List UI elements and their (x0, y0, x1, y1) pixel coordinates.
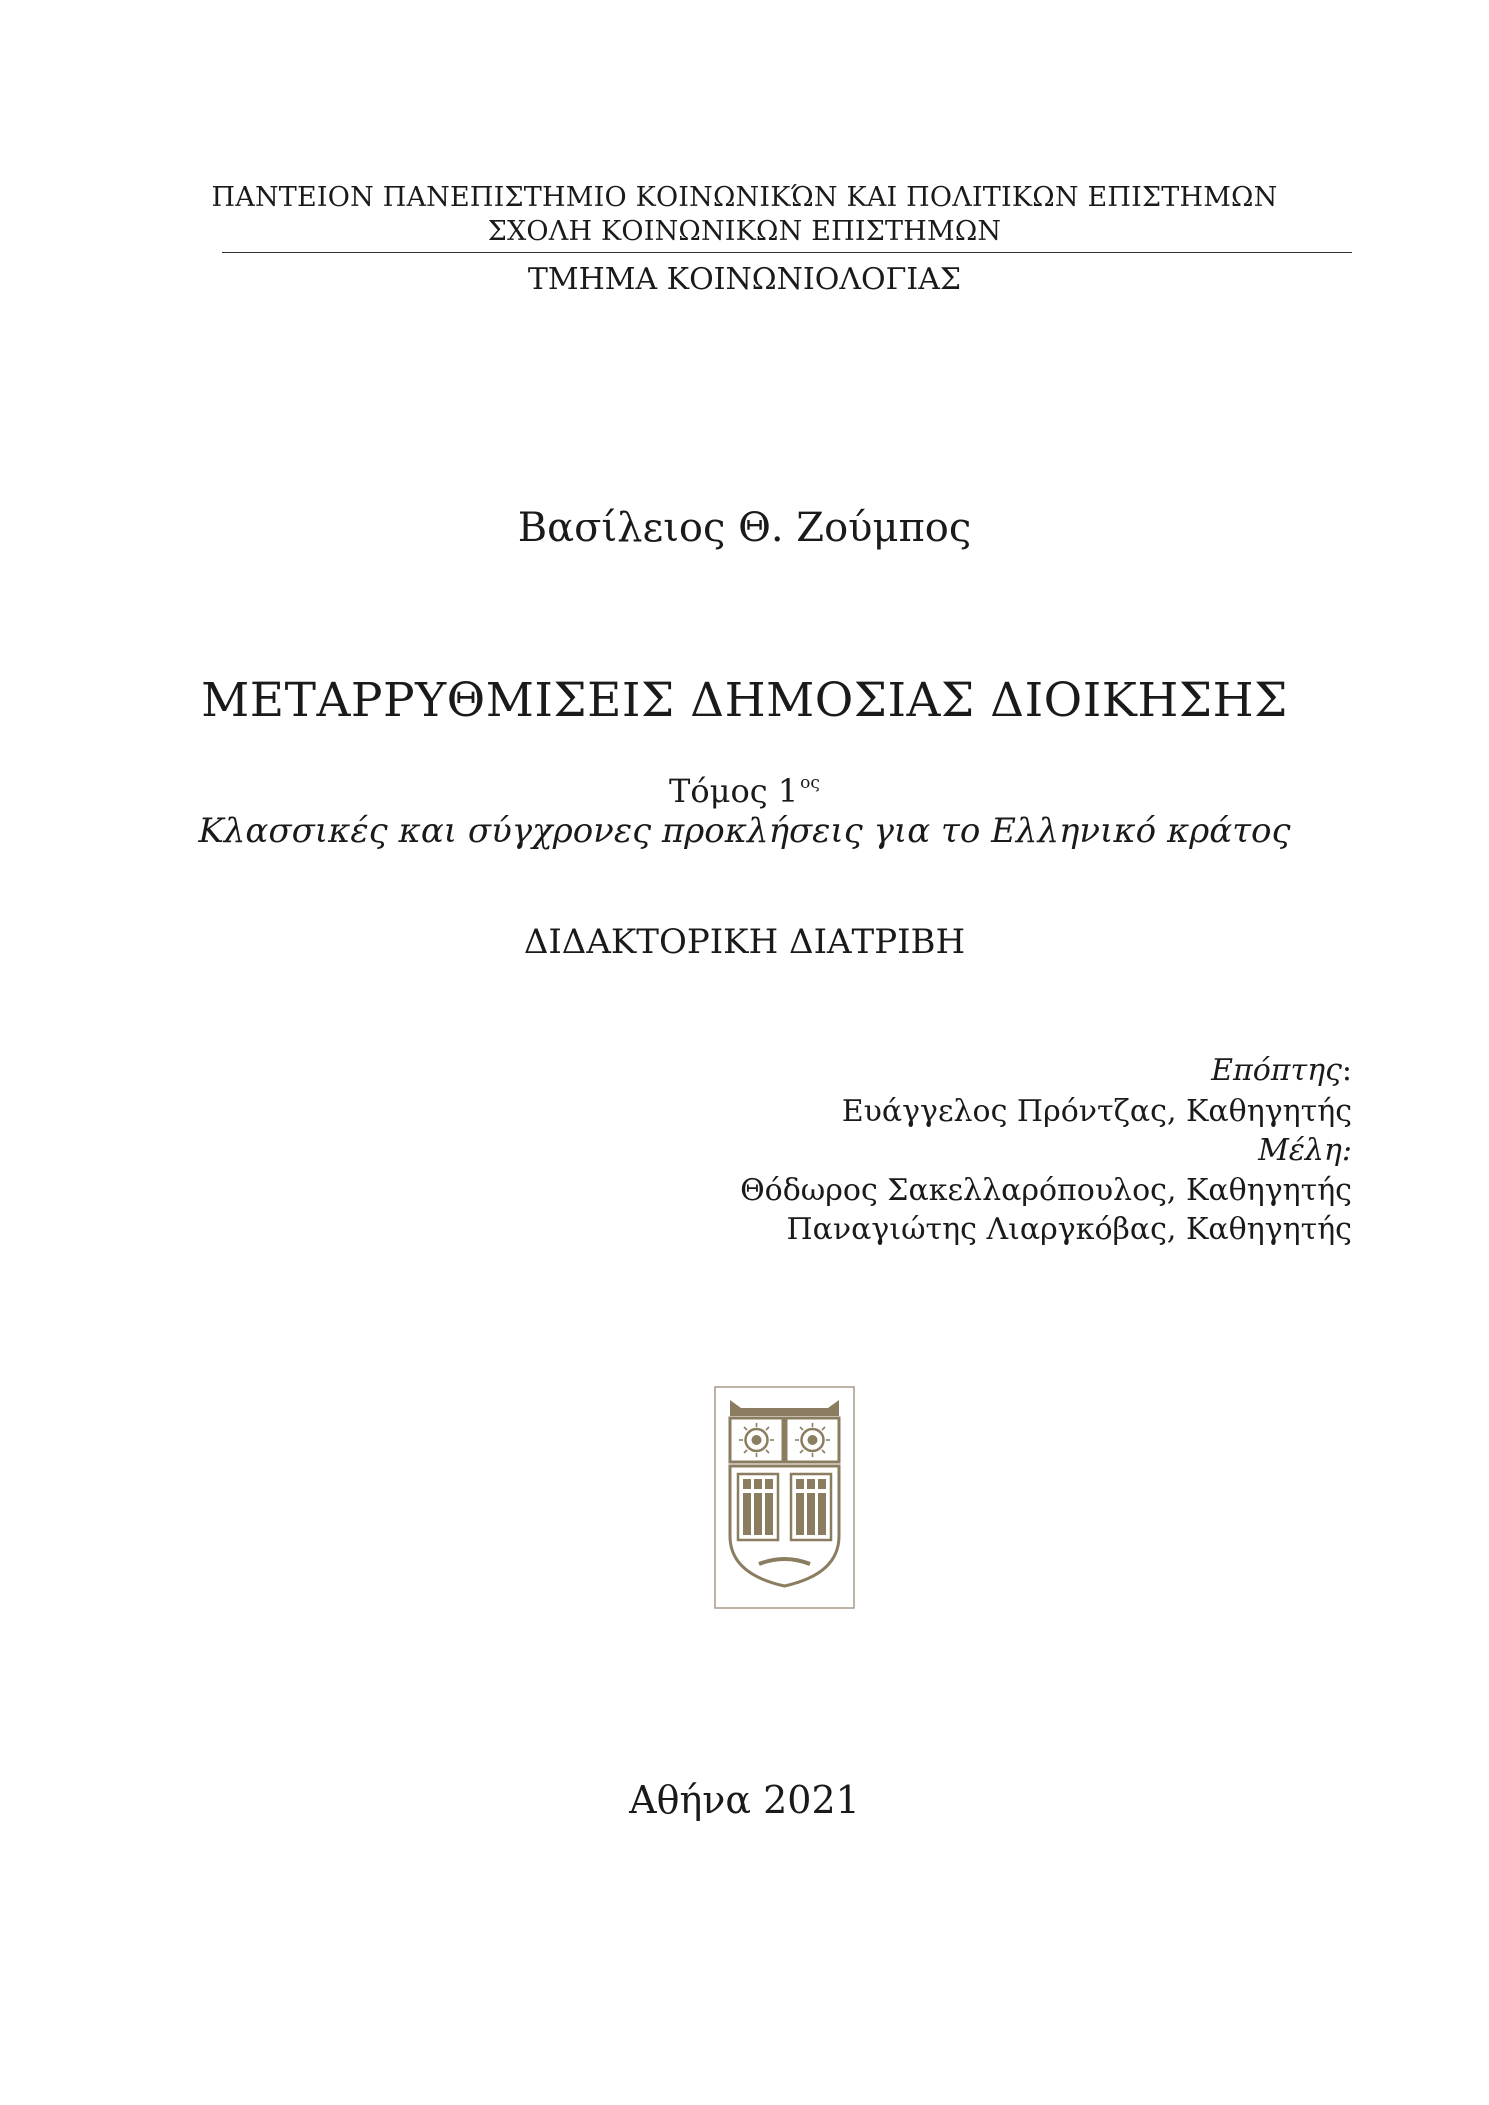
place-and-year: Αθήνα 2021 (629, 1778, 860, 1822)
university-name: ΠΑΝΤΕΙΟΝ ΠΑΝΕΠΙΣΤΗΜΙΟ ΚΟΙΝΩΝΙΚΏΝ ΚΑΙ ΠΟΛΙΤΙΚΩΝ ΕΠΙΣΤΗΜΩΝ (211, 182, 1278, 213)
supervisor-label (452, 1053, 1352, 1088)
volume-label (0, 772, 1489, 810)
university-seal-emblem (714, 1386, 855, 1609)
thesis-subtitle: Κλασσικές και σύγχρονες προκλήσεις για το Ελληνικό κράτος (198, 811, 1291, 851)
supervisor-label-text: Επόπτης (1211, 1053, 1342, 1088)
thesis-title: ΜΕΤΑΡΡΥΘΜΙΣΕΙΣ ΔΗΜΟΣΙΑΣ ΔΙΟΙΚΗΣΗΣ (201, 673, 1288, 728)
members-label: Μέλη: (1258, 1133, 1352, 1168)
committee-member: Παναγιώτης Λιαργκόβας, Καθηγητής (786, 1212, 1352, 1247)
supervisor-label-colon: : (1341, 1053, 1352, 1088)
supervisor-name: Ευάγγελος Πρόντζας, Καθηγητής (841, 1094, 1352, 1129)
thesis-type: ΔΙΔΑΚΤΟΡΙΚΗ ΔΙΑΤΡΙΒΗ (523, 922, 966, 962)
volume-suffix: ος (800, 773, 820, 793)
department-name: ΤΜΗΜΑ ΚΟΙΝΩΝΙΟΛΟΓΙΑΣ (527, 262, 962, 297)
header-divider (222, 252, 1352, 253)
school-name: ΣΧΟΛΗ ΚΟΙΝΩΝΙΚΩΝ ΕΠΙΣΤΗΜΩΝ (487, 216, 1002, 247)
volume-number: Τόμος 1 (669, 772, 799, 810)
author-name: Βασίλειος Θ. Ζούμπος (517, 505, 972, 551)
committee-member: Θόδωρος Σακελλαρόπουλος, Καθηγητής (740, 1173, 1352, 1208)
